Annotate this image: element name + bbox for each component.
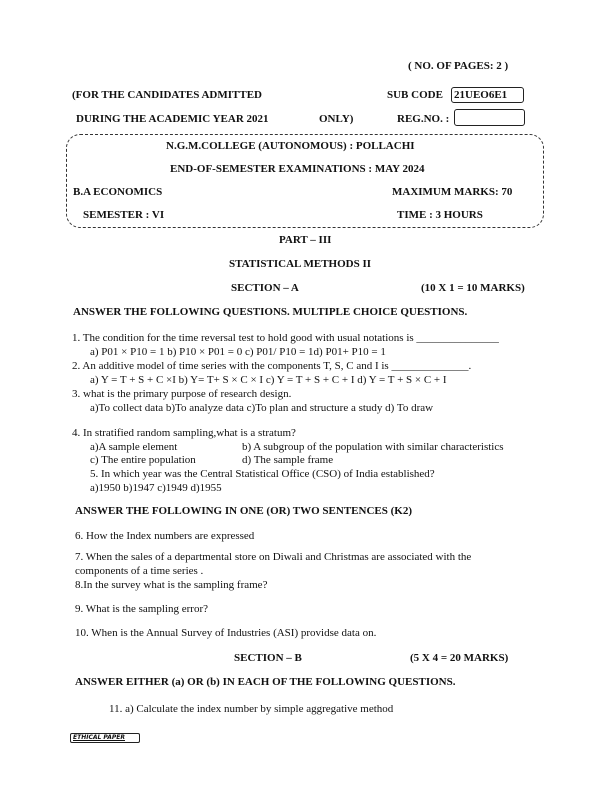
question-10: 10. When is the Annual Survey of Industries (ASI) providse data on. <box>75 627 377 639</box>
question-6: 6. How the Index numbers are expressed <box>75 530 255 542</box>
candidates-line-2: DURING THE ACADEMIC YEAR 2021 <box>76 113 269 125</box>
candidates-line-1: (FOR THE CANDIDATES ADMITTED <box>72 89 262 101</box>
exam-title: END-OF-SEMESTER EXAMINATIONS : MAY 2024 <box>170 163 425 175</box>
question-5: 5. In which year was the Central Statistical Office (CSO) of India established? <box>90 468 435 480</box>
section-b-marks: (5 X 4 = 20 MARKS) <box>410 652 509 664</box>
question-3-options: a)To collect data b)To analyze data c)To plan and structure a study d) To draw <box>90 402 434 414</box>
question-2: 2. An additive model of time series with the components T, S, C and I is ______________. <box>72 360 472 372</box>
question-4-option-a: a)A sample element <box>90 441 178 453</box>
question-1: 1. The condition for the time reversal test to hold good with usual notations is _______________ <box>72 332 499 344</box>
semester: SEMESTER : VI <box>83 209 165 221</box>
part-title: PART – III <box>279 234 332 246</box>
reg-no-field[interactable] <box>454 109 525 126</box>
sub-code-value: 21UEO6E1 <box>451 87 524 103</box>
section-a-instruction: ANSWER THE FOLLOWING QUESTIONS. MULTIPLE CHOICE QUESTIONS. <box>73 306 468 318</box>
section-a-instruction-2: ANSWER THE FOLLOWING IN ONE (OR) TWO SENTENCES (K2) <box>75 505 412 517</box>
question-7-line-2: components of a time series . <box>75 565 204 577</box>
question-11a: 11. a) Calculate the index number by simple aggregative method <box>109 703 394 715</box>
time: TIME : 3 HOURS <box>397 209 483 221</box>
sub-code-label: SUB CODE <box>387 89 443 101</box>
question-1-options: a) P01 × P10 = 1 b) P10 × P01 = 0 c) P01/ P10 = 1d) P01+ P10 = 1 <box>90 346 386 358</box>
question-9: 9. What is the sampling error? <box>75 603 208 615</box>
section-a-marks: (10 X 1 = 10 MARKS) <box>421 282 525 294</box>
section-b-instruction: ANSWER EITHER (a) OR (b) IN EACH OF THE FOLLOWING QUESTIONS. <box>75 676 456 688</box>
reg-no-label: REG.NO. : <box>397 113 450 125</box>
question-2-options: a) Y = T + S + C ×I b) Y= T+ S × C × I c) Y = T + S + C + I d) Y = T + S × C + I <box>90 374 447 386</box>
college-name: N.G.M.COLLEGE (AUTONOMOUS) : POLLACHI <box>166 140 415 152</box>
question-7-line-1: 7. When the sales of a departmental store on Diwali and Christmas are associated with the <box>75 551 472 563</box>
question-4-option-c: c) The entire population <box>90 454 196 466</box>
question-4-option-d: d) The sample frame <box>242 454 334 466</box>
program: B.A ECONOMICS <box>73 186 163 198</box>
section-a-title: SECTION – A <box>231 282 299 294</box>
section-b-title: SECTION – B <box>234 652 302 664</box>
question-4-option-b: b) A subgroup of the population with similar characteristics <box>242 441 504 453</box>
question-3: 3. what is the primary purpose of research design. <box>72 388 292 400</box>
question-8: 8.In the survey what is the sampling frame? <box>75 579 268 591</box>
question-4: 4. In stratified random sampling,what is a stratum? <box>72 427 296 439</box>
ethical-paper-badge: ETHICAL PAPER <box>70 733 140 743</box>
question-5-options: a)1950 b)1947 c)1949 d)1955 <box>90 482 222 494</box>
page-count: ( NO. OF PAGES: 2 ) <box>408 60 509 72</box>
max-marks: MAXIMUM MARKS: 70 <box>392 186 513 198</box>
subject-title: STATISTICAL METHODS II <box>229 258 372 270</box>
only-label: ONLY) <box>319 113 354 125</box>
